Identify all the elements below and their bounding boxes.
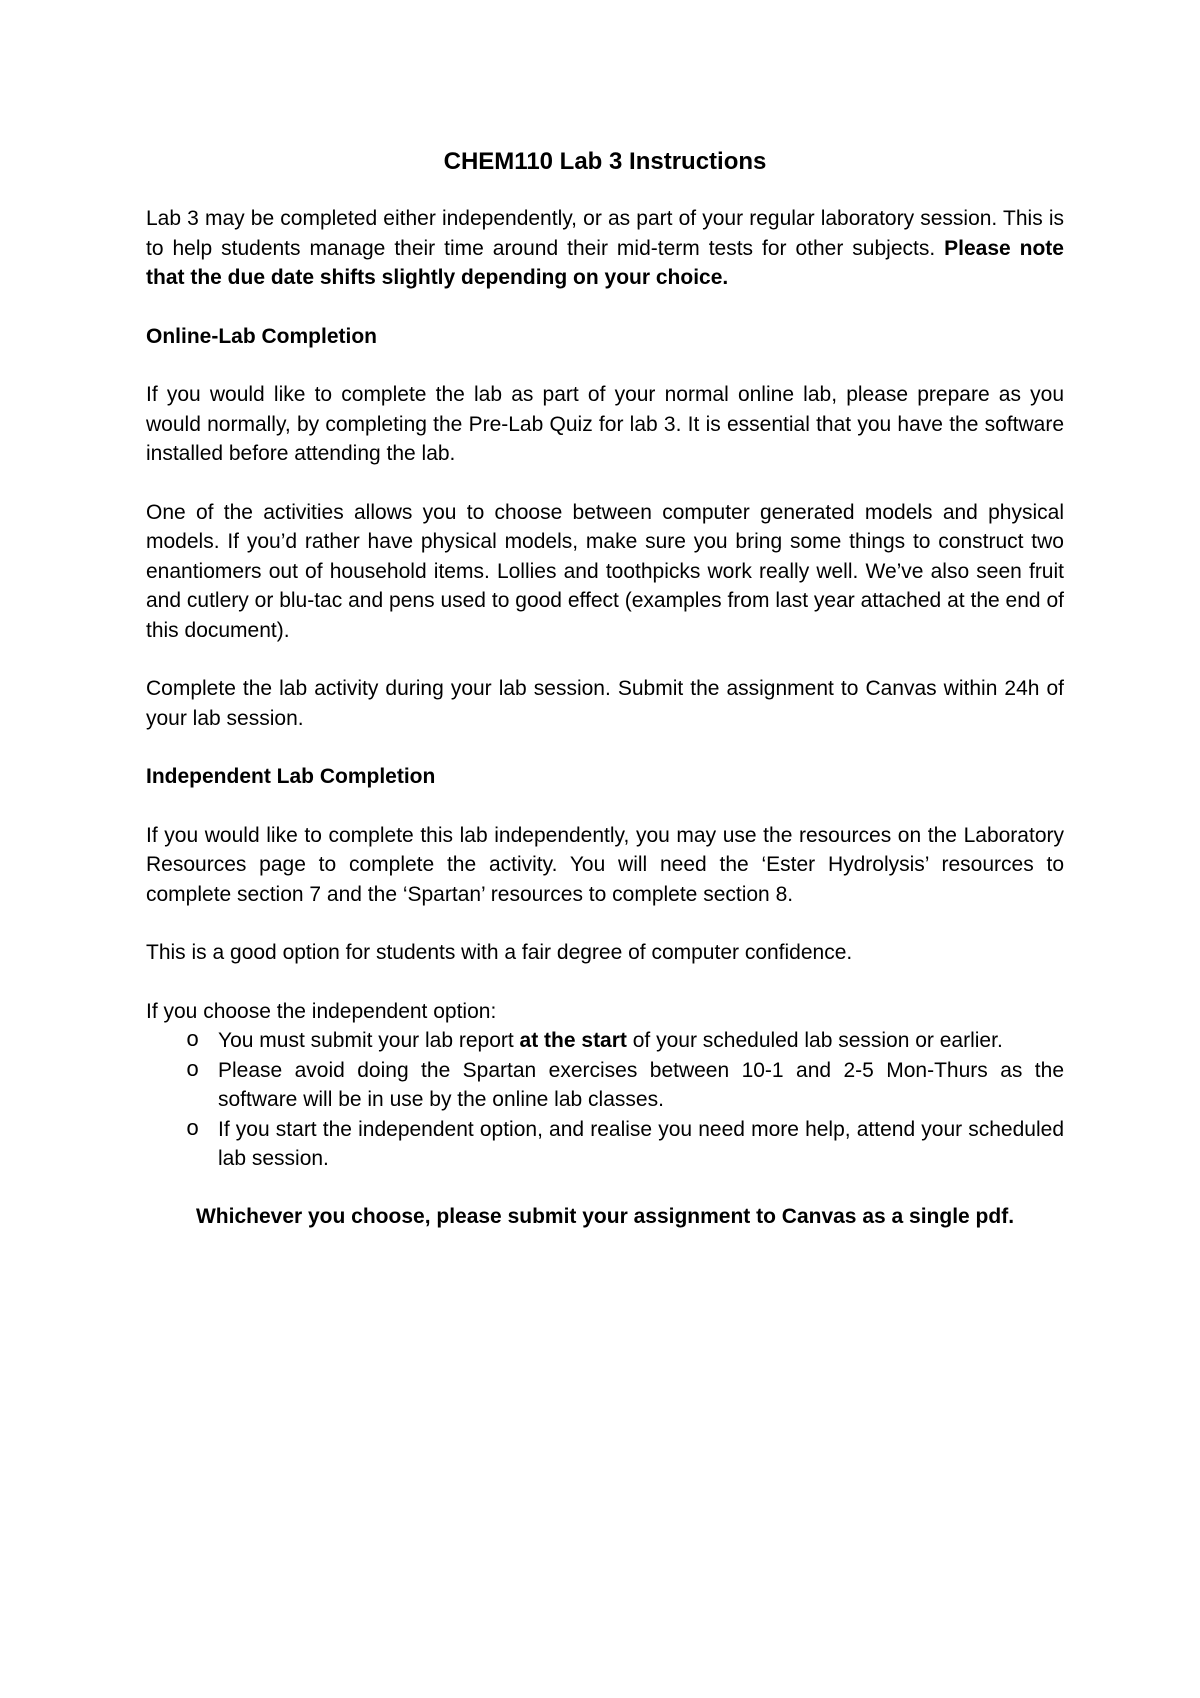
online-paragraph-3: Complete the lab activity during your lab session. Submit the assignment to Canvas within 24h of your lab session.: [146, 677, 1064, 730]
list-item-text-after: of your scheduled lab session or earlier.: [626, 1029, 1003, 1052]
list-item-text: Please avoid doing the Spartan exercises between 10-1 and 2-5 Mon-Thurs as the software will be in use by the online lab classes.: [218, 1058, 1064, 1111]
closing-note: Whichever you choose, please submit your assignment to Canvas as a single pdf.: [195, 1204, 1015, 1228]
independent-options-list: [146, 1026, 1064, 1174]
online-lab-heading: Online-Lab Completion: [146, 324, 377, 348]
independent-lab-heading: Independent Lab Completion: [146, 765, 436, 788]
document-title: CHEM110 Lab 3 Instructions: [443, 148, 767, 175]
list-item: [146, 1026, 1064, 1056]
independent-list-intro: If you choose the independent option:: [146, 999, 497, 1023]
list-item: [146, 1056, 1064, 1115]
list-item: [146, 1115, 1064, 1174]
intro-text: Lab 3 may be completed either independently, or as part of your regular laboratory session. This is to help students manage their time around their mid-term tests for other subjects.: [146, 207, 1064, 260]
independent-paragraph-2: This is a good option for students with a fair degree of computer confidence.: [146, 941, 853, 964]
list-item-emphasis: at the start: [519, 1029, 627, 1052]
independent-paragraph-1: If you would like to complete this lab independently, you may use the resources on the Laboratory Resources page to complete the activity. You will need the ‘Ester Hydrolysis’ resources to complete section 7 and the ‘Spartan’ resources to complete section 8.: [146, 823, 1064, 906]
online-paragraph-1: If you would like to complete the lab as part of your normal online lab, please prepare as you would normally, by completing the Pre-Lab Quiz for lab 3. It is essential that you have the software installed before attending the lab.: [146, 383, 1064, 465]
bullet-icon: o: [186, 1028, 200, 1053]
due-date-note: Please note that the due date shifts slightly depending on your choice.: [146, 236, 1064, 289]
bullet-icon: o: [186, 1057, 200, 1083]
online-paragraph-2: One of the activities allows you to choose between computer generated models and physical models. If you’d rather have physical models, make sure you bring some things to construct two enantiomers out of household items. Lollies and toothpicks work really well. We’ve also seen fruit and cutlery or blu-tac and pens used to good effect (examples from last year attached at the end of this document).: [146, 500, 1064, 642]
list-item-text: If you start the independent option, and realise you need more help, attend your scheduled lab session.: [218, 1117, 1064, 1170]
list-item-text-before: You must submit your lab report: [218, 1029, 520, 1052]
document-content: [146, 147, 1064, 1231]
intro-paragraph: [146, 204, 1064, 293]
bullet-icon: o: [186, 1116, 200, 1142]
